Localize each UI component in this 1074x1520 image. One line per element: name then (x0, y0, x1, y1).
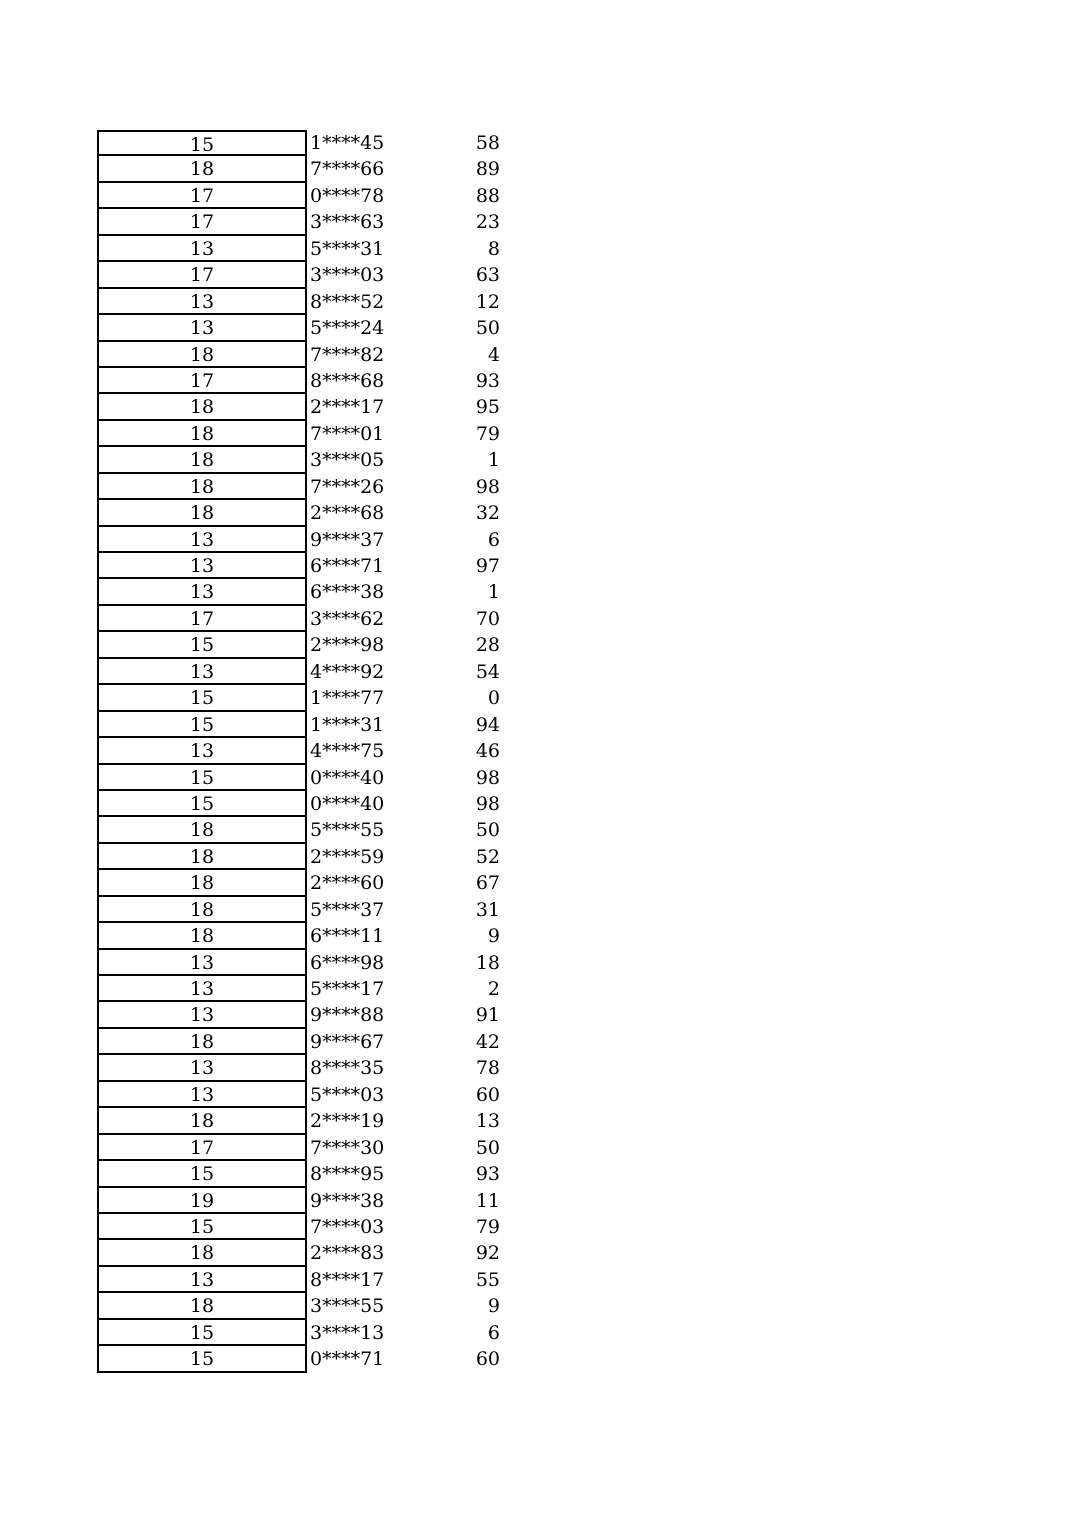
cell-masked-number[interactable]: 3****03 (310, 264, 385, 287)
cell-masked-number[interactable]: 8****95 (310, 1163, 385, 1186)
cell-value[interactable]: 79 (475, 1215, 500, 1238)
cell-prefix[interactable]: 13 (97, 738, 307, 764)
cell-value[interactable]: 1 (487, 449, 500, 472)
cell-prefix[interactable]: 15 (97, 765, 307, 791)
cell-masked-number[interactable]: 8****68 (310, 369, 385, 392)
table-row (97, 897, 517, 923)
cell-prefix[interactable]: 17 (97, 183, 307, 209)
cell-prefix[interactable]: 13 (97, 1267, 307, 1293)
cell-value[interactable]: 88 (475, 184, 500, 207)
cell-value[interactable]: 89 (475, 158, 500, 181)
cell-prefix[interactable]: 13 (97, 1082, 307, 1108)
table-row (97, 421, 517, 447)
cell-prefix[interactable]: 18 (97, 421, 307, 447)
cell-masked-number[interactable]: 9****38 (310, 1189, 385, 1212)
cell-prefix[interactable]: 15 (97, 1346, 307, 1372)
cell-masked-number[interactable]: 6****38 (310, 581, 385, 604)
table-row (97, 1029, 517, 1055)
cell-value[interactable]: 9 (487, 1295, 500, 1318)
table-row (97, 923, 517, 949)
cell-value[interactable]: 18 (475, 951, 500, 974)
cell-masked-number[interactable]: 4****75 (310, 740, 385, 763)
cell-prefix[interactable]: 18 (97, 870, 307, 896)
table-row (97, 1161, 517, 1187)
cell-value[interactable]: 6 (487, 528, 500, 551)
cell-value[interactable]: 1 (487, 581, 500, 604)
table-row (97, 1082, 517, 1108)
cell-value[interactable]: 95 (475, 396, 500, 419)
cell-prefix[interactable]: 15 (97, 712, 307, 738)
table-row (97, 844, 517, 870)
table-row (97, 1188, 517, 1214)
table-row (97, 817, 517, 843)
cell-prefix[interactable]: 13 (97, 527, 307, 553)
cell-prefix[interactable]: 15 (97, 1320, 307, 1346)
cell-prefix[interactable]: 18 (97, 923, 307, 949)
cell-prefix[interactable]: 13 (97, 579, 307, 605)
cell-prefix[interactable]: 13 (97, 950, 307, 976)
cell-masked-number[interactable]: 3****13 (310, 1321, 385, 1344)
cell-value[interactable]: 11 (475, 1189, 500, 1212)
cell-value[interactable]: 97 (475, 555, 500, 577)
table-row (97, 500, 517, 526)
cell-prefix[interactable]: 13 (97, 1002, 307, 1028)
cell-prefix[interactable]: 13 (97, 236, 307, 262)
cell-value[interactable]: 67 (475, 872, 500, 895)
table-row (97, 1108, 517, 1134)
cell-masked-number[interactable]: 2****60 (310, 872, 385, 895)
table-row (97, 209, 517, 235)
cell-masked-number[interactable]: 8****35 (310, 1057, 385, 1080)
table-row (97, 527, 517, 553)
table-row (97, 976, 517, 1002)
cell-masked-number[interactable]: 2****59 (310, 845, 385, 868)
cell-value[interactable]: 31 (475, 898, 500, 921)
cell-value[interactable]: 70 (475, 607, 500, 630)
table-row (97, 368, 517, 394)
cell-masked-number[interactable]: 3****63 (310, 211, 385, 234)
cell-prefix[interactable]: 18 (97, 897, 307, 923)
cell-value[interactable]: 50 (475, 819, 500, 842)
cell-prefix[interactable]: 13 (97, 289, 307, 315)
cell-masked-number[interactable]: 3****62 (310, 607, 385, 630)
cell-masked-number[interactable]: 0****71 (310, 1348, 385, 1371)
cell-masked-number[interactable]: 2****17 (310, 396, 385, 419)
cell-masked-number[interactable]: 7****01 (310, 422, 385, 445)
table-row (97, 632, 517, 658)
cell-masked-number[interactable]: 6****98 (310, 951, 385, 974)
cell-masked-number[interactable]: 7****82 (310, 343, 385, 366)
table-row (97, 1002, 517, 1028)
cell-value[interactable]: 93 (475, 369, 500, 392)
cell-prefix[interactable]: 18 (97, 447, 307, 473)
cell-masked-number[interactable]: 9****67 (310, 1030, 385, 1053)
cell-value[interactable]: 91 (475, 1004, 500, 1027)
cell-prefix[interactable]: 17 (97, 209, 307, 235)
table-row (97, 289, 517, 315)
table-row (97, 1135, 517, 1161)
table-row (97, 183, 517, 209)
cell-value[interactable]: 12 (475, 290, 500, 313)
cell-prefix[interactable]: 18 (97, 156, 307, 182)
cell-masked-number[interactable]: 1****31 (310, 713, 385, 736)
cell-masked-number[interactable]: 5****17 (310, 978, 385, 1000)
table-row (97, 712, 517, 738)
cell-masked-number[interactable]: 7****66 (310, 158, 385, 181)
cell-value[interactable]: 78 (475, 1057, 500, 1080)
cell-masked-number[interactable]: 3****05 (310, 449, 385, 472)
cell-masked-number[interactable]: 5****24 (310, 317, 385, 340)
cell-value[interactable]: 79 (475, 422, 500, 445)
cell-value[interactable]: 13 (475, 1110, 500, 1133)
cell-prefix[interactable]: 13 (97, 976, 307, 1002)
table-row (97, 262, 517, 288)
cell-prefix[interactable]: 15 (97, 632, 307, 658)
cell-masked-number[interactable]: 6****71 (310, 555, 385, 577)
cell-masked-number[interactable]: 8****17 (310, 1268, 385, 1291)
table-row (97, 606, 517, 632)
cell-masked-number[interactable]: 1****45 (310, 132, 385, 154)
table-row (97, 950, 517, 976)
cell-masked-number[interactable]: 2****83 (310, 1242, 385, 1265)
cell-value[interactable]: 60 (475, 1348, 500, 1371)
cell-masked-number[interactable]: 7****26 (310, 475, 385, 498)
cell-value[interactable]: 6 (487, 1321, 500, 1344)
cell-value[interactable]: 98 (475, 475, 500, 498)
cell-value[interactable]: 93 (475, 1163, 500, 1186)
table-row (97, 130, 517, 156)
cell-prefix[interactable]: 17 (97, 1135, 307, 1161)
cell-masked-number[interactable]: 7****03 (310, 1215, 385, 1238)
table-row (97, 659, 517, 685)
cell-prefix[interactable]: 15 (97, 685, 307, 711)
table-row (97, 579, 517, 605)
table-row (97, 791, 517, 817)
cell-prefix[interactable]: 15 (97, 1214, 307, 1240)
table-row (97, 315, 517, 341)
table-row (97, 870, 517, 896)
cell-prefix[interactable]: 15 (97, 791, 307, 817)
spreadsheet-table (97, 130, 517, 1373)
cell-masked-number[interactable]: 0****40 (310, 766, 385, 789)
cell-prefix[interactable]: 18 (97, 394, 307, 420)
table-row (97, 156, 517, 182)
cell-value[interactable]: 28 (475, 634, 500, 657)
cell-value[interactable]: 4 (487, 343, 500, 366)
cell-value[interactable]: 60 (475, 1083, 500, 1106)
table-row (97, 685, 517, 711)
cell-masked-number[interactable]: 7****30 (310, 1136, 385, 1159)
table-row (97, 1055, 517, 1081)
cell-value[interactable]: 98 (475, 792, 500, 815)
table-row (97, 342, 517, 368)
cell-value[interactable]: 92 (475, 1242, 500, 1265)
cell-masked-number[interactable]: 8****52 (310, 290, 385, 313)
table-row (97, 1267, 517, 1293)
table-row (97, 447, 517, 473)
cell-masked-number[interactable]: 3****55 (310, 1295, 385, 1318)
cell-prefix[interactable]: 18 (97, 500, 307, 526)
cell-masked-number[interactable]: 5****37 (310, 898, 385, 921)
cell-masked-number[interactable]: 5****03 (310, 1083, 385, 1106)
cell-value[interactable]: 9 (487, 925, 500, 948)
table-row (97, 1214, 517, 1240)
cell-value[interactable]: 32 (475, 502, 500, 525)
table-row (97, 1346, 517, 1372)
cell-prefix[interactable]: 17 (97, 606, 307, 632)
cell-masked-number[interactable]: 6****11 (310, 925, 385, 948)
cell-prefix[interactable]: 17 (97, 368, 307, 394)
cell-masked-number[interactable]: 4****92 (310, 660, 385, 683)
cell-masked-number[interactable]: 9****37 (310, 528, 385, 551)
cell-value[interactable]: 54 (475, 660, 500, 683)
cell-prefix[interactable]: 18 (97, 342, 307, 368)
cell-value[interactable]: 94 (475, 713, 500, 736)
cell-prefix[interactable]: 18 (97, 817, 307, 843)
cell-masked-number[interactable]: 0****40 (310, 792, 385, 815)
cell-prefix[interactable]: 18 (97, 1240, 307, 1266)
cell-value[interactable]: 58 (475, 132, 500, 154)
cell-value[interactable]: 23 (475, 211, 500, 234)
cell-masked-number[interactable]: 0****78 (310, 184, 385, 207)
cell-prefix[interactable]: 13 (97, 1055, 307, 1081)
cell-value[interactable]: 42 (475, 1030, 500, 1053)
cell-prefix[interactable]: 18 (97, 474, 307, 500)
cell-value[interactable]: 2 (487, 978, 500, 1000)
table-row (97, 1320, 517, 1346)
cell-masked-number[interactable]: 1****77 (310, 687, 385, 710)
cell-masked-number[interactable]: 2****19 (310, 1110, 385, 1133)
cell-prefix[interactable]: 15 (97, 130, 307, 156)
cell-prefix[interactable]: 19 (97, 1188, 307, 1214)
cell-prefix[interactable]: 17 (97, 262, 307, 288)
cell-prefix[interactable]: 13 (97, 553, 307, 579)
cell-value[interactable]: 50 (475, 1136, 500, 1159)
cell-value[interactable]: 55 (475, 1268, 500, 1291)
table-row (97, 236, 517, 262)
cell-masked-number[interactable]: 2****68 (310, 502, 385, 525)
cell-masked-number[interactable]: 9****88 (310, 1004, 385, 1027)
cell-value[interactable]: 98 (475, 766, 500, 789)
cell-prefix[interactable]: 18 (97, 1293, 307, 1319)
cell-masked-number[interactable]: 5****55 (310, 819, 385, 842)
cell-masked-number[interactable]: 5****31 (310, 237, 385, 260)
table-row (97, 1240, 517, 1266)
cell-value[interactable]: 50 (475, 317, 500, 340)
cell-value[interactable]: 52 (475, 845, 500, 868)
cell-prefix[interactable]: 13 (97, 315, 307, 341)
table-row (97, 1293, 517, 1319)
cell-prefix[interactable]: 13 (97, 659, 307, 685)
cell-prefix[interactable]: 15 (97, 1161, 307, 1187)
cell-prefix[interactable]: 18 (97, 1108, 307, 1134)
cell-value[interactable]: 46 (475, 740, 500, 763)
table-row (97, 738, 517, 764)
cell-masked-number[interactable]: 2****98 (310, 634, 385, 657)
cell-value[interactable]: 8 (487, 237, 500, 260)
table-row (97, 394, 517, 420)
table-row (97, 553, 517, 579)
cell-value[interactable]: 0 (487, 687, 500, 710)
table-row (97, 765, 517, 791)
cell-prefix[interactable]: 18 (97, 844, 307, 870)
cell-value[interactable]: 63 (475, 264, 500, 287)
cell-prefix[interactable]: 18 (97, 1029, 307, 1055)
table-row (97, 474, 517, 500)
